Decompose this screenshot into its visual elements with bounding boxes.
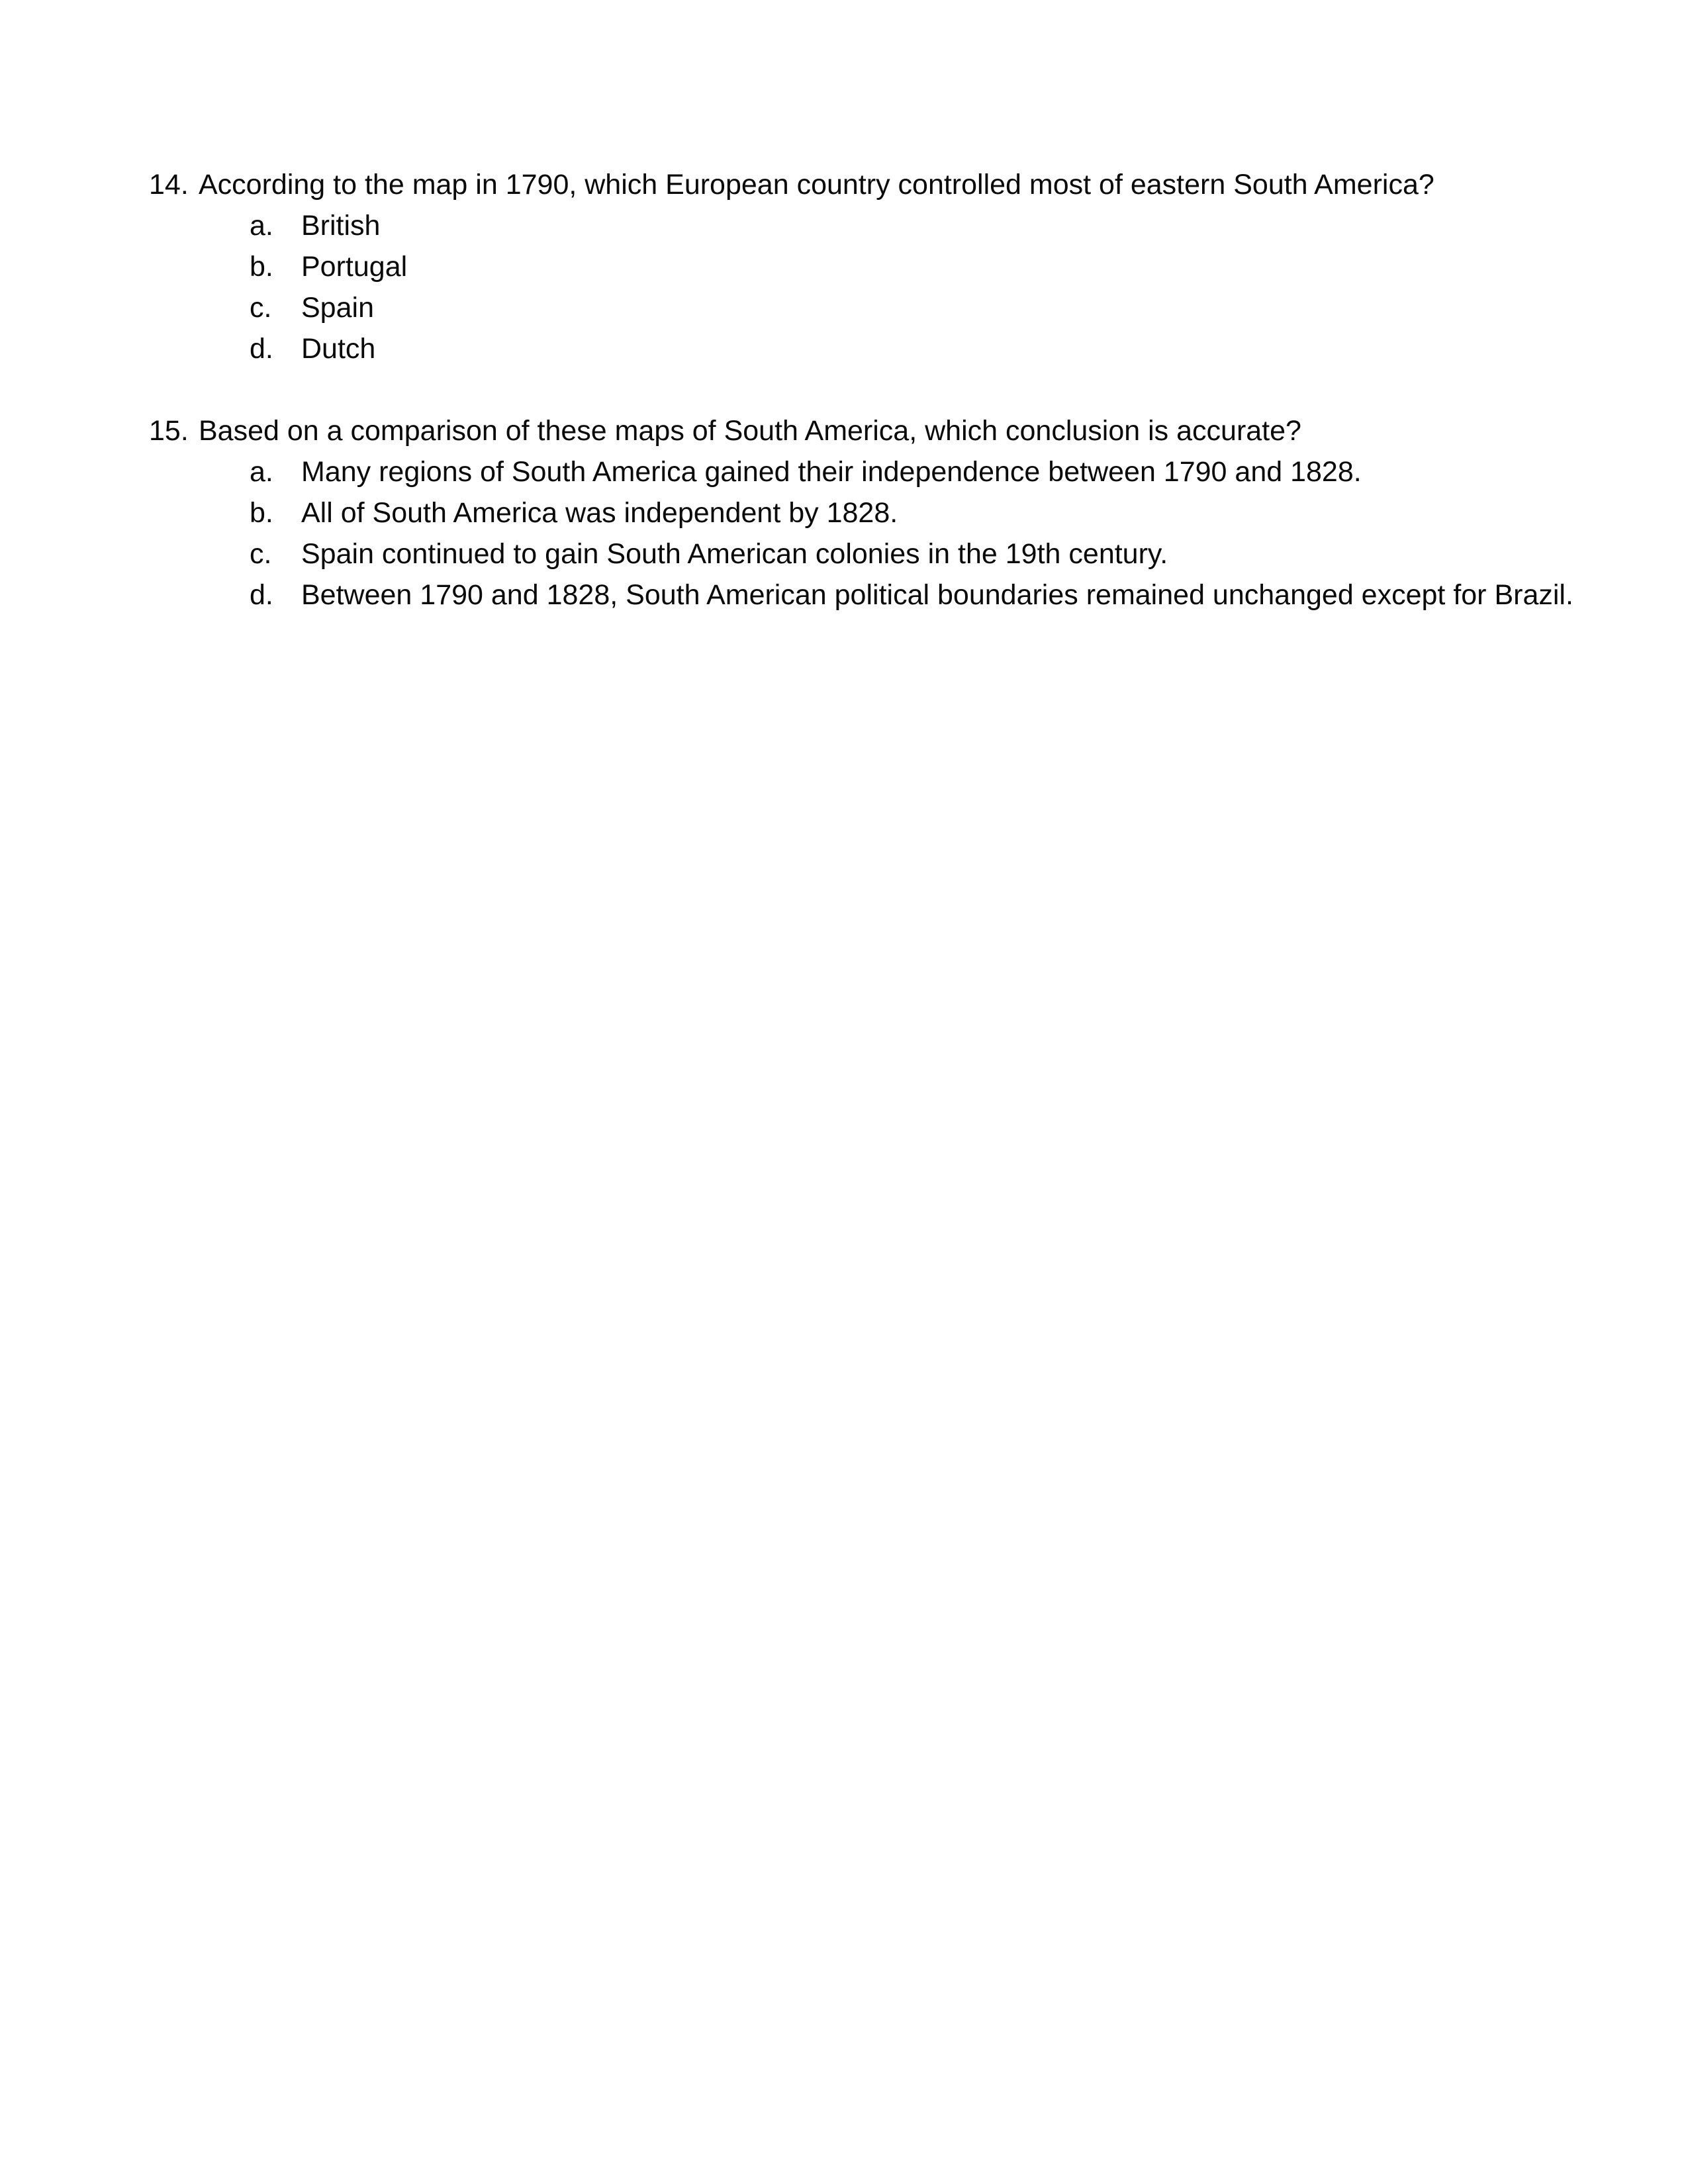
question-text: According to the map in 1790, which European country controlled most of eastern South America? — [199, 169, 1434, 201]
question-number: 14. — [149, 169, 189, 201]
option-letter: d. — [250, 579, 273, 611]
option-text: Between 1790 and 1828, South American political boundaries remained unchanged except for Brazil. — [301, 579, 1573, 611]
question-15-option-c — [250, 533, 1592, 574]
question-15-option-a — [250, 451, 1592, 492]
option-letter: d. — [250, 333, 273, 365]
question-14 — [149, 164, 1592, 369]
question-14-option-c — [250, 287, 1592, 328]
question-14-option-b — [250, 246, 1592, 287]
question-14-stem — [149, 164, 1592, 205]
option-text: Spain continued to gain South American colonies in the 19th century. — [301, 538, 1168, 570]
option-text: Spain — [301, 292, 374, 324]
option-text: Dutch — [301, 333, 376, 365]
question-15-option-b — [250, 492, 1592, 533]
question-14-option-d — [250, 328, 1592, 369]
question-number: 15. — [149, 415, 189, 447]
option-text: Portugal — [301, 251, 408, 283]
question-15-option-d — [250, 574, 1592, 615]
question-14-option-a — [250, 205, 1592, 246]
document-page — [149, 164, 1592, 615]
option-letter: c. — [250, 538, 272, 570]
question-15 — [149, 410, 1592, 615]
question-text: Based on a comparison of these maps of South America, which conclusion is accurate? — [199, 415, 1301, 447]
option-letter: c. — [250, 292, 272, 324]
option-text: All of South America was independent by 1828. — [301, 497, 898, 529]
option-letter: b. — [250, 251, 273, 283]
option-letter: a. — [250, 456, 273, 488]
option-text: British — [301, 210, 381, 242]
question-15-stem — [149, 410, 1592, 451]
option-letter: b. — [250, 497, 273, 529]
option-letter: a. — [250, 210, 273, 242]
option-text: Many regions of South America gained their independence between 1790 and 1828. — [301, 456, 1362, 488]
